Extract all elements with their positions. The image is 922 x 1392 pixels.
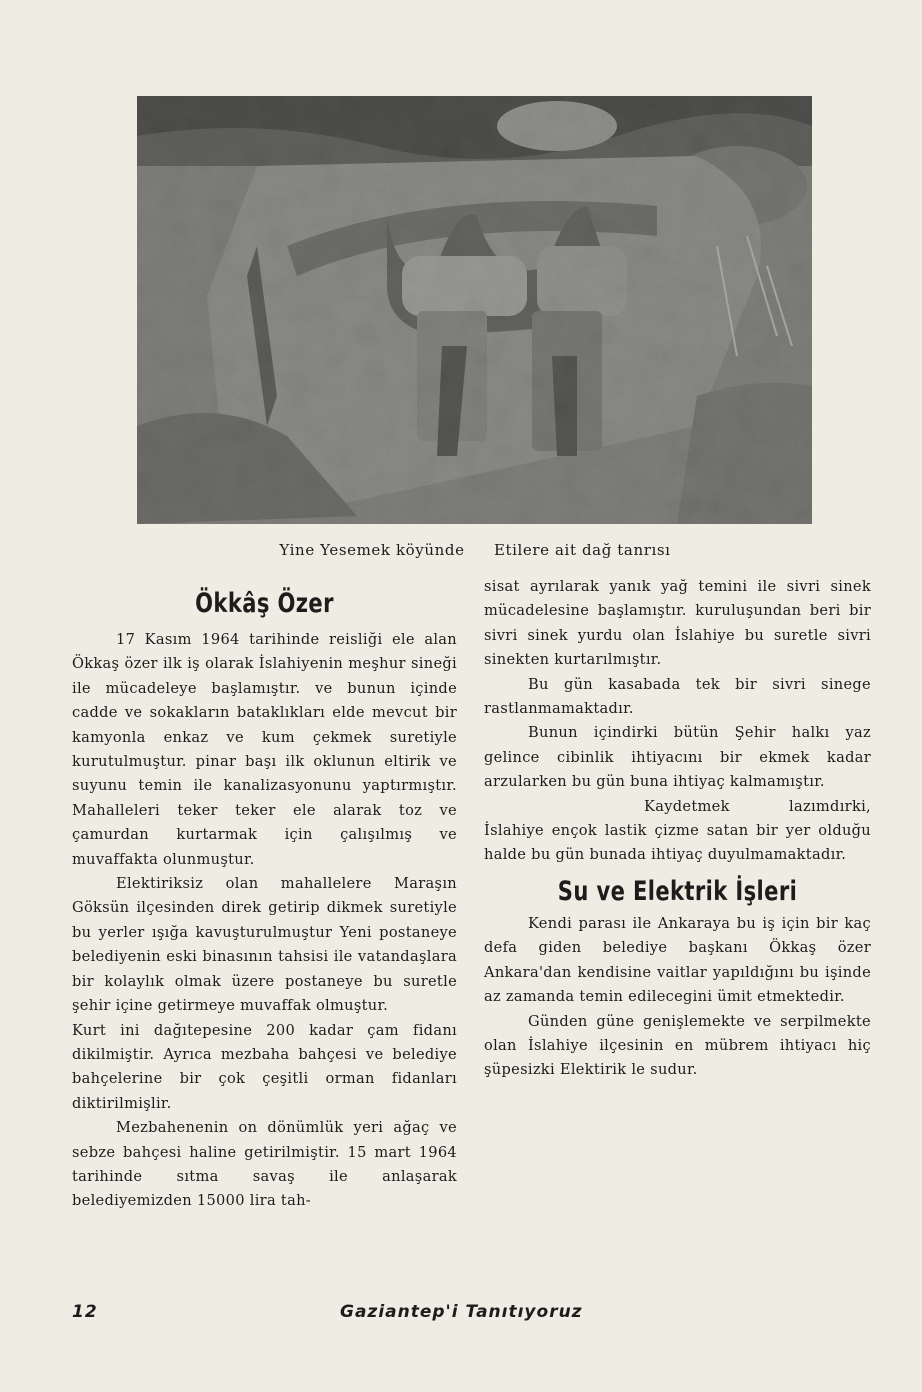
publication-title: Gaziantep'i Tanıtıyoruz bbox=[340, 1302, 583, 1322]
paragraph: 17 Kasım 1964 tarihinde reisliği ele alan Ökkaş özer ilk iş olarak İslahiyenin meşhur sineği ile mücadeleye başlamıştır. ve bunun içinde cadde ve sokakların bataklıkları elde mevcut bir kamyonla enkaz ve kum çekmek suretiyle kurutulmuştur. pinar başı ilk oklunun eltirik ve suyunu temin ile kanalizasyonunu yaptırmıştır. Mahalleleri teker teker ele alarak toz ve çamurdan kurtarmak için çalışılmış ve muvaffakta olunmuştur. bbox=[72, 631, 457, 868]
paragraph: sisat ayrılarak yanık yağ temini ile sivri sinek mücadelesine başlamıştır. kuruluşundan beri bir sivri sinek yurdu olan İslahiye bu suretle sivri sinekten kurtarılmıştır. bbox=[484, 578, 871, 669]
section-heading-okkas-ozer: Ökkâş Özer bbox=[195, 588, 334, 619]
section-heading-su-elektrik: Su ve Elektrik İşleri bbox=[557, 875, 798, 907]
paragraph: Bu gün kasabada tek bir sivri sinege rastlanmamaktadır. bbox=[484, 675, 871, 718]
paragraph: Günden güne genişlemekte ve serpilmekte olan İslahiye ilçesinin en mübrem ihtiyacı hiç şüpesizki Elektirik le sudur. bbox=[484, 1012, 871, 1079]
stone-relief-image bbox=[137, 96, 812, 524]
caption-right: Etilere ait dağ tanrısı bbox=[493, 541, 671, 559]
relief-photo bbox=[137, 96, 812, 524]
paragraph: Kaydetmek lazımdırki, İslahiye ençok lastik çizme satan bir yer olduğu halde bu gün bunada ihtiyaç duyulmamaktadır. bbox=[484, 797, 871, 864]
paragraph: Elektiriksiz olan mahallelere Maraşın Göksün ilçesinden direk getirip dikmek suretiyle bu yerler ışığa kavuşturulmuştur Yeni postaneye belediyenin eski binasının tahsisi ile vatandaşlara bir kolaylık olmak üzere postaneye bu suretle şehir içine getirmeye muvaffak olmuştur. bbox=[72, 875, 457, 1015]
paragraph: Mezbahenenin on dönümlük yeri ağaç ve sebze bahçesi haline getirilmiştir. 15 mart 1964 tarihinde sıtma savaş ile anlaşarak belediyemizden 15000 lira tah- bbox=[72, 1119, 457, 1210]
caption-left: Yine Yesemek köyünde bbox=[279, 541, 465, 559]
paragraph: Kurt ini dağıtepesine 200 kadar çam fidanı dikilmiştir. Ayrıca mezbaha bahçesi ve belediye bahçelerine bir çok çeşitli orman fidanları diktirilmişlir. bbox=[72, 1021, 457, 1112]
right-column bbox=[484, 575, 871, 1083]
paragraph: Bunun içindirki bütün Şehir halkı yaz gelince cibinlik ihtiyacını bir ekmek kadar arzularken bu gün buna ihtiyaç kalmamıştır. bbox=[484, 724, 871, 791]
paragraph: Kendi parası ile Ankaraya bu iş için bir kaç defa giden belediye başkanı Ökkaş özer Ankara'dan kendisine vaitlar yapıldığını bu işinde az zamanda temin edilecegini ümit etmektedir. bbox=[484, 914, 871, 1006]
left-column bbox=[72, 586, 457, 1214]
page-number: 12 bbox=[72, 1302, 98, 1322]
photo-caption bbox=[140, 541, 810, 559]
